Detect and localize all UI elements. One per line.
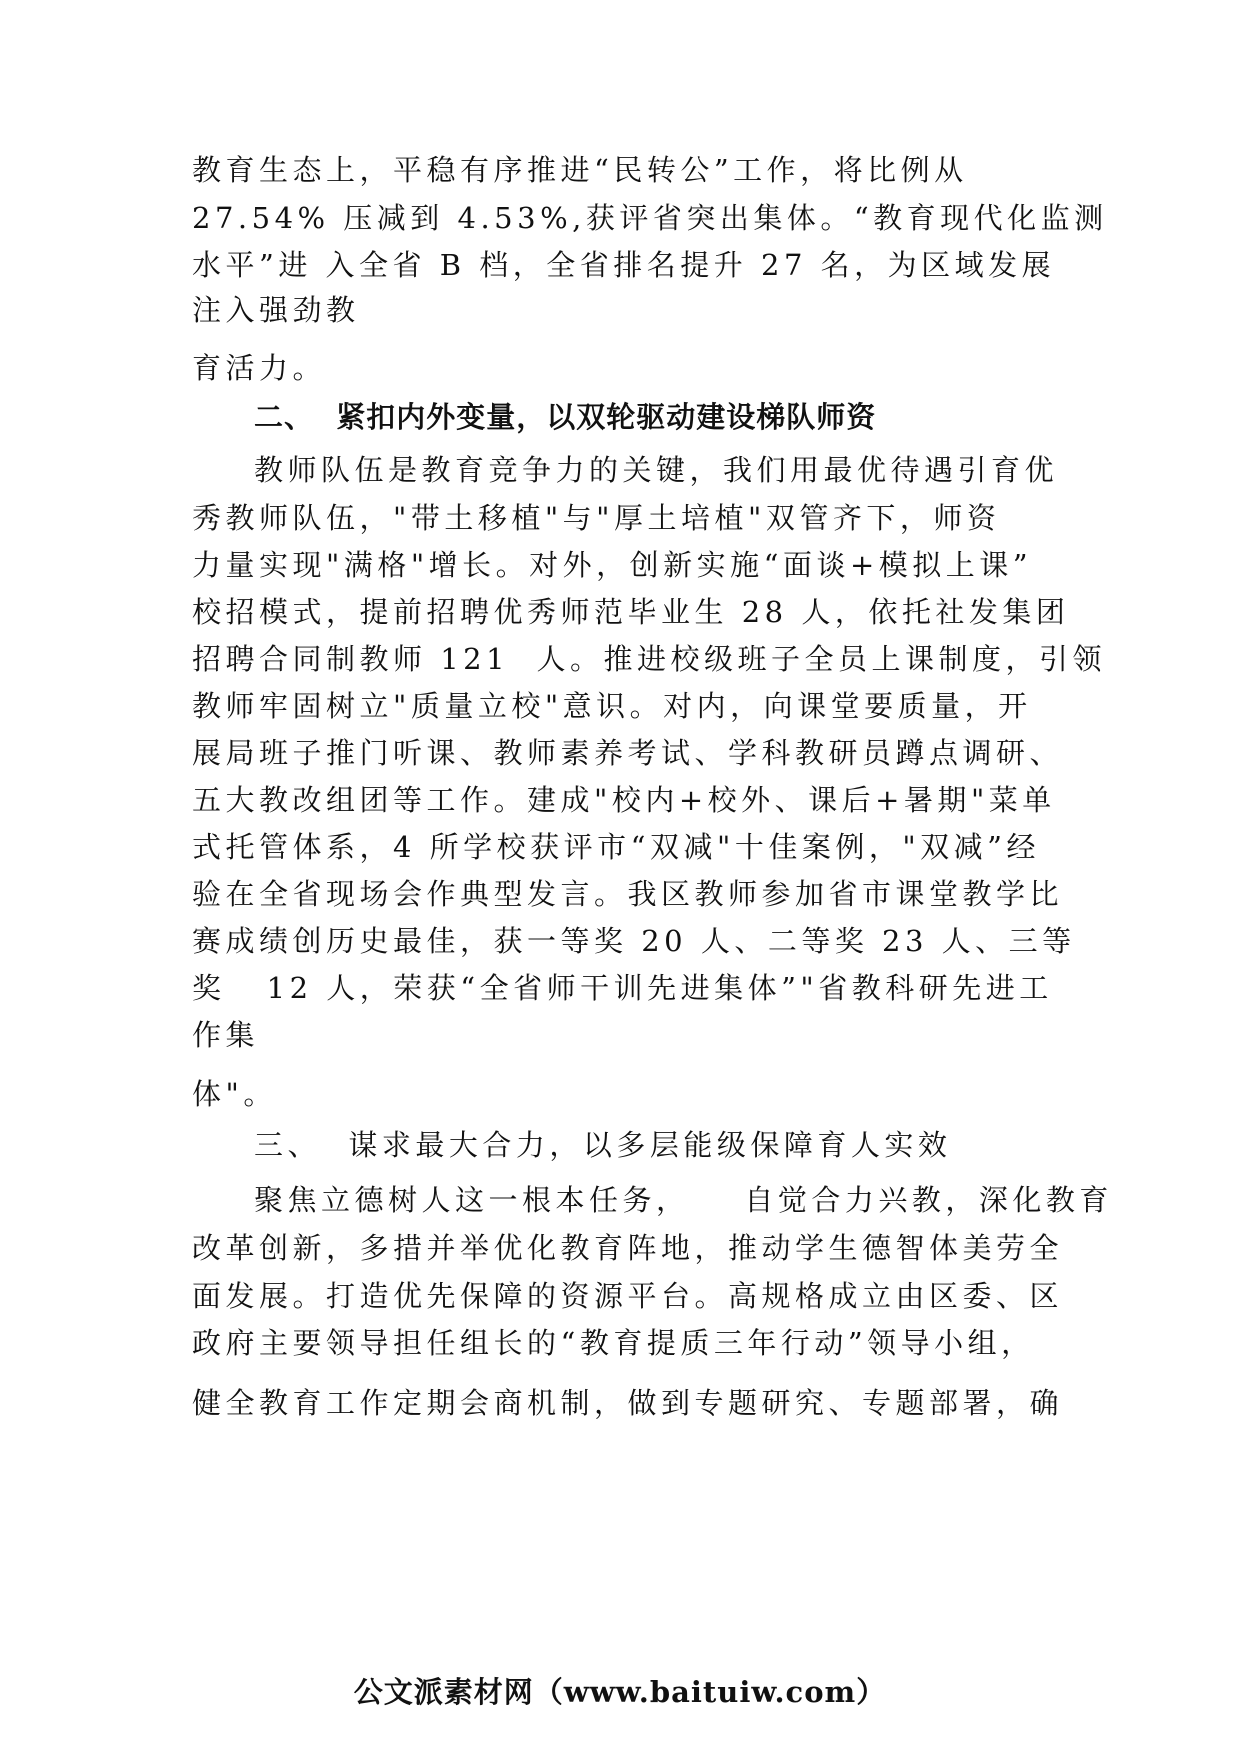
text-line: 验在全省现场会作典型发言。我区教师参加省市课堂教学比: [192, 877, 1064, 911]
text-line: 教师牢固树立"质量立校"意识。对内，向课堂要质量，开: [192, 689, 1032, 723]
text-line: 政府主要领导担任组长的“教育提质三年行动”领导小组，: [192, 1326, 1035, 1360]
section-heading-3: 三、 谋求最大合力，以多层能级保障育人实效: [254, 1128, 952, 1162]
paragraph-first-line: 教师队伍是教育竞争力的关键，我们用最优待遇引育优: [254, 453, 1059, 487]
section-heading-2: 二、 紧扣内外变量，以双轮驱动建设梯队师资: [254, 400, 877, 434]
text-line: 健全教育工作定期会商机制，做到专题研究、专题部署，确: [192, 1386, 1064, 1420]
text-line: 秀教师队伍，"带土移植"与"厚土培植"双管齐下，师资: [192, 501, 1001, 535]
text-line: 展局班子推门听课、教师素养考试、学科教研员蹲点调研、: [192, 736, 1064, 770]
text-line: 教育生态上，平稳有序推进“民转公”工作，将比例从: [192, 153, 968, 187]
text-line: 体"。: [192, 1077, 277, 1111]
text-line: 校招模式，提前招聘优秀师范毕业生 28 人，依托社发集团: [192, 595, 1070, 629]
text-line: 奖 12 人，荣获“全省师干训先进集体”"省教科研先进工: [192, 971, 1053, 1005]
text-line: 作集: [192, 1018, 260, 1052]
text-line: 力量实现"满格"增长。对外，创新实施“面谈+模拟上课”: [192, 548, 1033, 582]
text-line: 改革创新，多措并举优化教育阵地，推动学生德智体美劳全: [192, 1231, 1064, 1265]
text-line: 注入强劲教: [192, 293, 360, 327]
text-line: 水平”进 入全省 B 档，全省排名提升 27 名，为区域发展: [192, 248, 1056, 282]
text-line: 27.54% 压减到 4.53%,获评省突出集体。“教育现代化监测: [192, 201, 1108, 235]
text-line: 式托管体系，4 所学校获评市“双减"十佳案例，"双减”经: [192, 830, 1040, 864]
paragraph-first-line: 聚焦立德树人这一根本任务， 自觉合力兴教，深化教育: [254, 1183, 1113, 1217]
text-line: 面发展。打造优先保障的资源平台。高规格成立由区委、区: [192, 1279, 1064, 1313]
text-line: 赛成绩创历史最佳，获一等奖 20 人、二等奖 23 人、三等: [192, 924, 1076, 958]
page-footer: 公文派素材网（www.baituiw.com）: [353, 1675, 887, 1709]
text-line: 招聘合同制教师 121 人。推进校级班子全员上课制度，引领: [192, 642, 1107, 676]
text-line: 育活力。: [192, 351, 327, 385]
text-line: 五大教改组团等工作。建成"校内+校外、课后+暑期"菜单: [192, 783, 1056, 817]
